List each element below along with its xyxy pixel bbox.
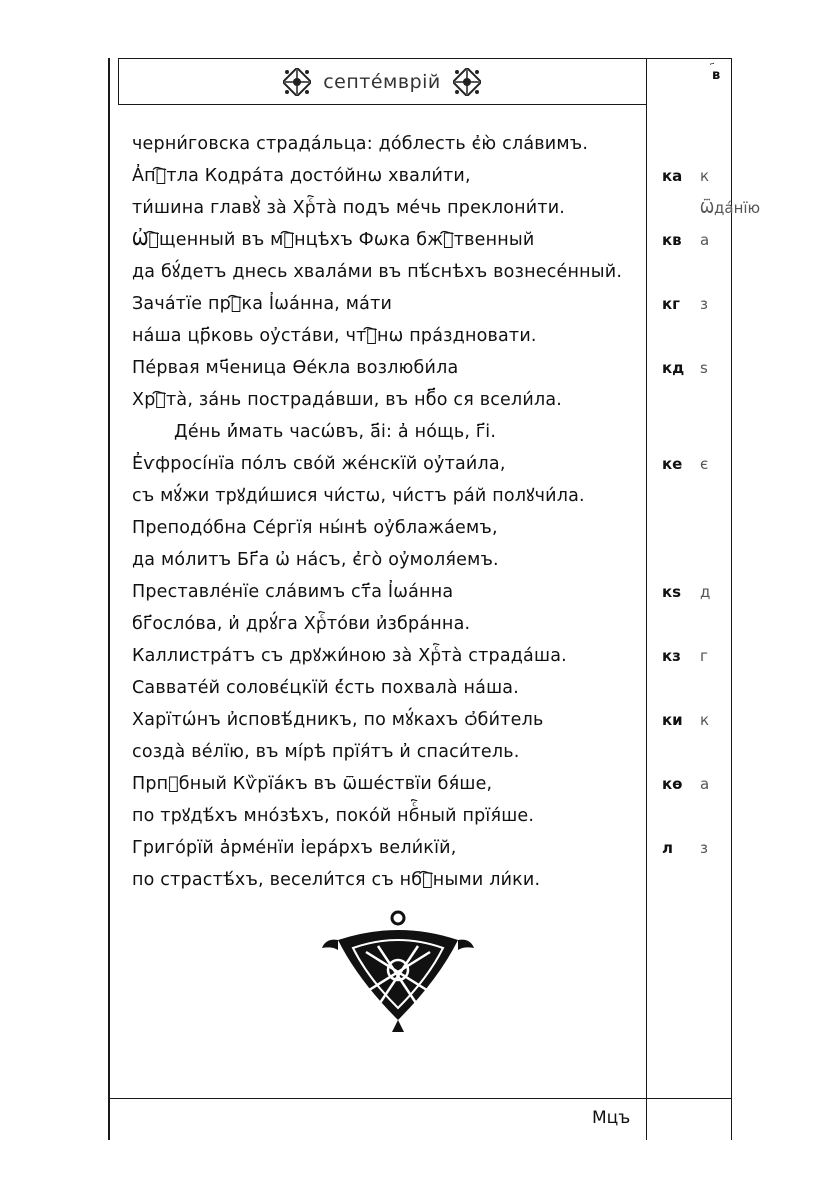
- page-title: септе́мврій: [323, 71, 441, 93]
- verse-line: ти́шина главꙋ̀ за̀ Хрⷭ҇та̀ подъ ме́чь преклони́ти.: [132, 198, 566, 218]
- verse-line: Прпⷣбный Кѷрїа́къ въ ѿше́ствїи бя́ше,: [132, 774, 493, 794]
- margin-row: [662, 608, 732, 640]
- weekday-letter: д: [700, 583, 711, 601]
- header-top-rule: [118, 58, 732, 59]
- celtic-knot-tailpiece-icon: [318, 910, 478, 1035]
- margin-row: [662, 192, 761, 224]
- verse-line: Саввате́й соловє́цкїй є҆́сть похвала̀ на́ша.: [132, 678, 519, 698]
- margin-row: [662, 512, 732, 544]
- header-bottom-rule: [118, 104, 646, 105]
- verse-line: черни́говска страда́льца: до́блесть є҆ю̀ сла́вимъ.: [132, 134, 589, 154]
- verse-line: Преподо́бна Се́ргїя ны́нѣ оу҆блажа́емъ,: [132, 518, 498, 538]
- verse-line: Де́нь и҆́мать часѡ́въ, а҃і: а҆ но́щь, г҃і.: [174, 422, 497, 442]
- verse-line: Ѡ҆ⷭ҇щенный въ мⷱ҇нцѣхъ Фѡка бжⷭ҇твенный: [132, 230, 535, 250]
- verse-line: Хрⷭ҇та̀, за́нь пострада́вши, въ нб҃о ся всели́ла.: [132, 390, 563, 410]
- day-number: кѳ: [662, 775, 683, 793]
- day-number: кд: [662, 359, 685, 377]
- verse-line: да мо́литъ Бг҃а ѡ҆ на́съ, є҆го̀ оу҆моля́емъ.: [132, 550, 499, 570]
- verse-line: бг҃осло́ва, и҆ дрꙋ́га Хрⷭ҇то́ви и҆збра́нна.: [132, 614, 471, 634]
- verse-line: Е҆ѵфросі́нїа по́лъ сво́й же́нскїй оу҆таи́ла,: [132, 454, 506, 474]
- day-number: ке: [662, 455, 683, 473]
- verse-line: созда̀ ве́лїю, въ мі́рѣ прїя́тъ и҆ спаси́тель.: [132, 742, 520, 762]
- margin-row: [662, 544, 732, 576]
- margin-row: [662, 352, 732, 384]
- knot-ornament-right-icon: [453, 68, 481, 96]
- footer-rule: [108, 1098, 732, 1099]
- verse-line: Григо́рїй а҆рме́нїи і҆ера́рхъ вели́кїй,: [132, 838, 457, 858]
- margin-row: [662, 640, 732, 672]
- margin-row: [662, 736, 732, 768]
- running-header: [118, 62, 646, 102]
- margin-row: [662, 384, 732, 416]
- verse-line: Каллистра́тъ съ дрꙋжи́ною за̀ Хрⷭ҇та̀ страда́ша.: [132, 646, 567, 666]
- verse-line: Преставле́нїе сла́вимъ ст҃а І҆ѡа́нна: [132, 582, 454, 602]
- margin-row: [662, 160, 732, 192]
- verse-line: Зача́тїе прⷪ҇ка І҆ѡа́нна, ма́ти: [132, 294, 393, 314]
- margin-divider: [646, 58, 647, 1140]
- weekday-letter: г: [700, 647, 708, 665]
- margin-row: [662, 768, 732, 800]
- margin-row: [662, 832, 732, 864]
- verse-column: [132, 128, 644, 896]
- day-number: кз: [662, 647, 681, 665]
- date-margin-column: [662, 128, 761, 896]
- weekday-letter: з: [700, 295, 708, 313]
- weekday-letter: ѕ: [700, 359, 708, 377]
- margin-row: [662, 448, 732, 480]
- weekday-letter: Ѿда́нїю: [700, 199, 761, 217]
- day-number: ка: [662, 167, 683, 185]
- margin-row: [662, 864, 732, 896]
- margin-row: [662, 224, 732, 256]
- margin-row: [662, 576, 732, 608]
- weekday-letter: к: [700, 167, 710, 185]
- knot-ornament-left-icon: [283, 68, 311, 96]
- margin-row: [662, 672, 732, 704]
- day-number: кв: [662, 231, 682, 249]
- verse-line: съ мꙋ́жи трꙋди́шися чи́стѡ, чи́стъ ра́й полꙋчи́ла.: [132, 486, 585, 506]
- margin-row: [662, 416, 732, 448]
- verse-line: по трꙋдѣ́хъ мно́зѣхъ, поко́й нбⷭ҇ный прїя́ше.: [132, 806, 535, 826]
- weekday-letter: а: [700, 775, 710, 793]
- day-number: кг: [662, 295, 681, 313]
- verse-line: по страстѣ́хъ, весели́тся съ нбⷭ҇ными ли́ки.: [132, 870, 541, 890]
- verse-line: на́ша цр҃ковь оу҆ста́ви, чтⷭ҇нѡ пра́здновати.: [132, 326, 537, 346]
- day-number: кѕ: [662, 583, 682, 601]
- margin-row: [662, 800, 732, 832]
- weekday-letter: з: [700, 839, 708, 857]
- day-number: л: [662, 839, 673, 857]
- margin-row: [662, 288, 732, 320]
- weekday-letter: к: [700, 711, 710, 729]
- margin-row: [662, 320, 732, 352]
- verse-line: Пе́рвая мч҃еница Ѳе́кла возлюби́ла: [132, 358, 459, 378]
- margin-row: [662, 256, 732, 288]
- page-number: в: [712, 68, 721, 83]
- margin-row: [662, 480, 732, 512]
- verse-line: Харїтѡ́нъ и҆сповѣ́дникъ, по мꙋ́кахъ ѻ҆би́тель: [132, 710, 544, 730]
- verse-line: да бꙋ́детъ днесь хвала́ми въ пѣ́снѣхъ вознесе́нный.: [132, 262, 623, 282]
- weekday-letter: є: [700, 455, 709, 473]
- weekday-letter: а: [700, 231, 710, 249]
- day-number: ки: [662, 711, 683, 729]
- margin-row: [662, 128, 732, 160]
- margin-row: [662, 704, 732, 736]
- catchword: Мцъ: [592, 1108, 631, 1128]
- page-frame-left: [108, 58, 110, 1140]
- verse-line: А҆пⷭ҇тла Кодра́та досто́йнѡ хвали́ти,: [132, 166, 471, 186]
